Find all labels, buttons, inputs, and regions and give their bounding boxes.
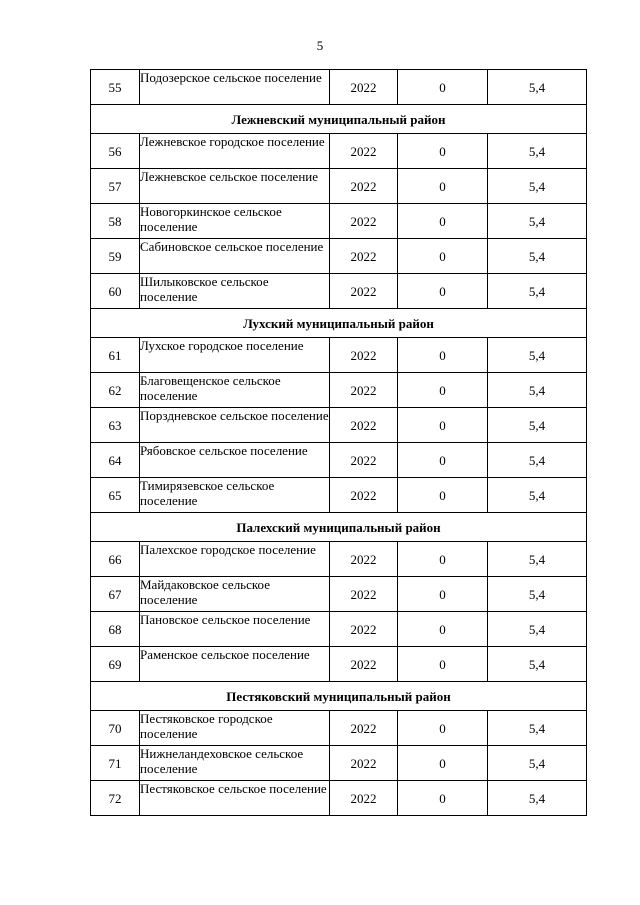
table-row bbox=[91, 647, 587, 682]
section-header-row bbox=[91, 309, 587, 338]
year-cell: 2022 bbox=[330, 70, 398, 105]
table-row bbox=[91, 274, 587, 309]
year-cell: 2022 bbox=[330, 781, 398, 816]
settlement-name-cell: Новогоркинское сельское поселение bbox=[140, 204, 330, 239]
year-cell: 2022 bbox=[330, 204, 398, 239]
rate-cell: 5,4 bbox=[488, 711, 587, 746]
table-row bbox=[91, 134, 587, 169]
settlement-name-cell: Лежневское сельское поселение bbox=[140, 169, 330, 204]
rate-cell: 5,4 bbox=[488, 577, 587, 612]
rate-cell: 5,4 bbox=[488, 204, 587, 239]
row-number-cell: 58 bbox=[91, 204, 140, 239]
row-number-cell: 55 bbox=[91, 70, 140, 105]
section-title: Пестяковский муниципальный район bbox=[91, 682, 587, 711]
row-number-cell: 69 bbox=[91, 647, 140, 682]
value-cell: 0 bbox=[398, 169, 488, 204]
year-cell: 2022 bbox=[330, 408, 398, 443]
year-cell: 2022 bbox=[330, 647, 398, 682]
row-number-cell: 56 bbox=[91, 134, 140, 169]
row-number-cell: 57 bbox=[91, 169, 140, 204]
rate-cell: 5,4 bbox=[488, 746, 587, 781]
year-cell: 2022 bbox=[330, 239, 398, 274]
settlement-name-cell: Подозерское сельское поселение bbox=[140, 70, 330, 105]
year-cell: 2022 bbox=[330, 169, 398, 204]
settlement-name-cell: Рябовское сельское поселение bbox=[140, 443, 330, 478]
table-row bbox=[91, 781, 587, 816]
table-row bbox=[91, 542, 587, 577]
row-number-cell: 62 bbox=[91, 373, 140, 408]
settlement-name-cell: Пановское сельское поселение bbox=[140, 612, 330, 647]
value-cell: 0 bbox=[398, 781, 488, 816]
rate-cell: 5,4 bbox=[488, 542, 587, 577]
rate-cell: 5,4 bbox=[488, 647, 587, 682]
rate-cell: 5,4 bbox=[488, 612, 587, 647]
table-row bbox=[91, 239, 587, 274]
rate-cell: 5,4 bbox=[488, 478, 587, 513]
year-cell: 2022 bbox=[330, 373, 398, 408]
value-cell: 0 bbox=[398, 478, 488, 513]
value-cell: 0 bbox=[398, 746, 488, 781]
table-row bbox=[91, 204, 587, 239]
rate-cell: 5,4 bbox=[488, 134, 587, 169]
section-header-row bbox=[91, 513, 587, 542]
rate-cell: 5,4 bbox=[488, 781, 587, 816]
table-row bbox=[91, 746, 587, 781]
value-cell: 0 bbox=[398, 70, 488, 105]
row-number-cell: 60 bbox=[91, 274, 140, 309]
settlement-name-cell: Порздневское сельское поселение bbox=[140, 408, 330, 443]
settlement-name-cell: Благовещенское сельское поселение bbox=[140, 373, 330, 408]
year-cell: 2022 bbox=[330, 338, 398, 373]
row-number-cell: 65 bbox=[91, 478, 140, 513]
table-row bbox=[91, 577, 587, 612]
settlement-name-cell: Нижнеландеховское сельское поселение bbox=[140, 746, 330, 781]
value-cell: 0 bbox=[398, 274, 488, 309]
rate-cell: 5,4 bbox=[488, 239, 587, 274]
table-row bbox=[91, 373, 587, 408]
value-cell: 0 bbox=[398, 711, 488, 746]
rate-cell: 5,4 bbox=[488, 443, 587, 478]
section-title: Лухский муниципальный район bbox=[91, 309, 587, 338]
table-row bbox=[91, 338, 587, 373]
value-cell: 0 bbox=[398, 443, 488, 478]
year-cell: 2022 bbox=[330, 443, 398, 478]
row-number-cell: 70 bbox=[91, 711, 140, 746]
settlement-name-cell: Палехское городское поселение bbox=[140, 542, 330, 577]
value-cell: 0 bbox=[398, 408, 488, 443]
section-title: Лежневский муниципальный район bbox=[91, 105, 587, 134]
table-row bbox=[91, 408, 587, 443]
page-number: 5 bbox=[316, 38, 324, 53]
table-row bbox=[91, 169, 587, 204]
table-row bbox=[91, 70, 587, 105]
year-cell: 2022 bbox=[330, 612, 398, 647]
rate-cell: 5,4 bbox=[488, 373, 587, 408]
rate-cell: 5,4 bbox=[488, 274, 587, 309]
settlement-name-cell: Майдаковское сельское поселение bbox=[140, 577, 330, 612]
year-cell: 2022 bbox=[330, 134, 398, 169]
section-header-row bbox=[91, 682, 587, 711]
value-cell: 0 bbox=[398, 239, 488, 274]
table-row bbox=[91, 711, 587, 746]
rate-cell: 5,4 bbox=[488, 70, 587, 105]
rate-cell: 5,4 bbox=[488, 338, 587, 373]
settlement-name-cell: Раменское сельское поселение bbox=[140, 647, 330, 682]
settlement-name-cell: Тимирязевское сельское поселение bbox=[140, 478, 330, 513]
rate-cell: 5,4 bbox=[488, 169, 587, 204]
table-row bbox=[91, 443, 587, 478]
row-number-cell: 67 bbox=[91, 577, 140, 612]
value-cell: 0 bbox=[398, 338, 488, 373]
year-cell: 2022 bbox=[330, 542, 398, 577]
settlement-name-cell: Пестяковское городское поселение bbox=[140, 711, 330, 746]
value-cell: 0 bbox=[398, 577, 488, 612]
value-cell: 0 bbox=[398, 204, 488, 239]
row-number-cell: 64 bbox=[91, 443, 140, 478]
row-number-cell: 68 bbox=[91, 612, 140, 647]
row-number-cell: 72 bbox=[91, 781, 140, 816]
year-cell: 2022 bbox=[330, 478, 398, 513]
year-cell: 2022 bbox=[330, 711, 398, 746]
rate-cell: 5,4 bbox=[488, 408, 587, 443]
settlements-table bbox=[90, 69, 587, 816]
year-cell: 2022 bbox=[330, 274, 398, 309]
value-cell: 0 bbox=[398, 542, 488, 577]
settlement-name-cell: Сабиновское сельское поселение bbox=[140, 239, 330, 274]
settlement-name-cell: Лежневское городское поселение bbox=[140, 134, 330, 169]
table-row bbox=[91, 478, 587, 513]
row-number-cell: 61 bbox=[91, 338, 140, 373]
settlement-name-cell: Шилыковское сельское поселение bbox=[140, 274, 330, 309]
year-cell: 2022 bbox=[330, 577, 398, 612]
section-header-row bbox=[91, 105, 587, 134]
value-cell: 0 bbox=[398, 373, 488, 408]
table-row bbox=[91, 612, 587, 647]
settlement-name-cell: Пестяковское сельское поселение bbox=[140, 781, 330, 816]
settlement-name-cell: Лухское городское поселение bbox=[140, 338, 330, 373]
section-title: Палехский муниципальный район bbox=[91, 513, 587, 542]
year-cell: 2022 bbox=[330, 746, 398, 781]
row-number-cell: 63 bbox=[91, 408, 140, 443]
value-cell: 0 bbox=[398, 612, 488, 647]
value-cell: 0 bbox=[398, 134, 488, 169]
value-cell: 0 bbox=[398, 647, 488, 682]
row-number-cell: 71 bbox=[91, 746, 140, 781]
row-number-cell: 59 bbox=[91, 239, 140, 274]
row-number-cell: 66 bbox=[91, 542, 140, 577]
